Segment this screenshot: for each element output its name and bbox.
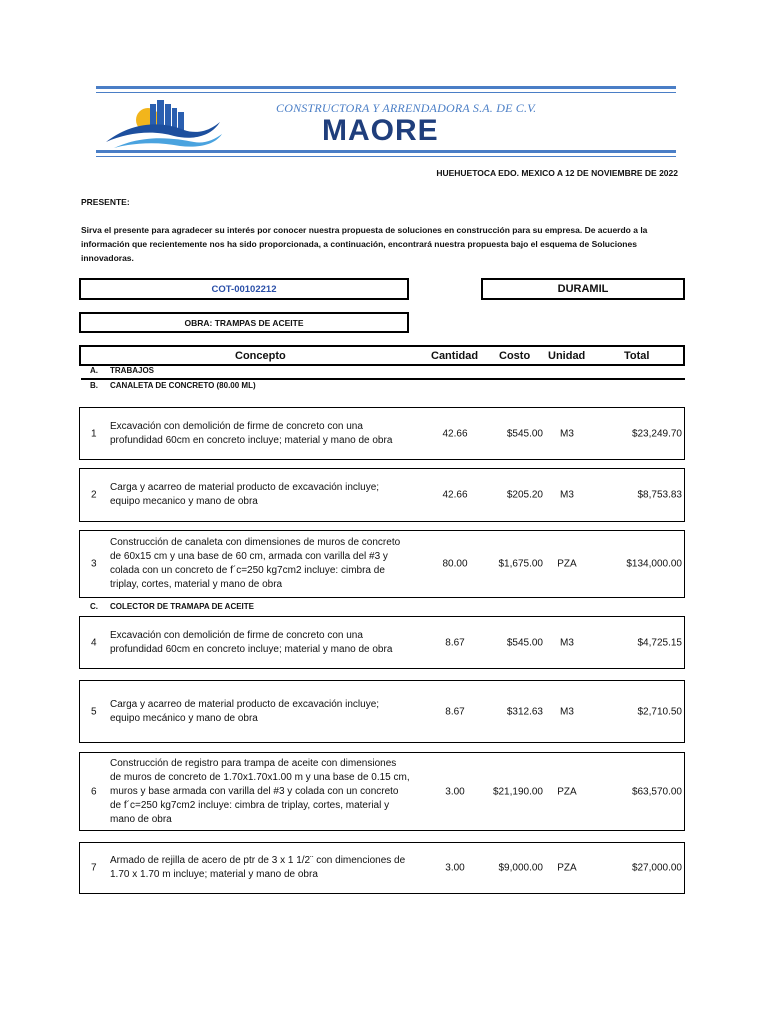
col-unit: Unidad — [548, 350, 586, 362]
row-quantity: 42.66 — [442, 489, 468, 501]
row-total: $23,249.70 — [631, 428, 682, 439]
row-number: 2 — [91, 489, 97, 501]
section-letter: C. — [90, 602, 98, 611]
header-rule-top-thin — [96, 92, 676, 93]
row-total: $134,000.00 — [626, 558, 682, 570]
table-row — [79, 616, 685, 669]
work-box — [79, 312, 409, 333]
row-cost: $1,675.00 — [498, 558, 543, 570]
row-quantity: 8.67 — [445, 637, 465, 648]
row-total: $2,710.50 — [637, 706, 682, 717]
row-cost: $9,000.00 — [498, 862, 543, 874]
row-quantity: 42.66 — [442, 428, 468, 439]
row-unit: M3 — [560, 637, 574, 648]
section-title: COLECTOR DE TRAMAPA DE ACEITE — [110, 602, 255, 611]
row-unit: M3 — [560, 489, 574, 501]
row-unit: M3 — [560, 706, 574, 717]
col-concept: Concepto — [235, 350, 286, 362]
col-cost: Costo — [499, 350, 531, 362]
section-title: TRABAJOS — [110, 366, 155, 375]
row-number: 7 — [91, 862, 97, 874]
row-unit: PZA — [557, 862, 577, 874]
table-row — [79, 407, 685, 460]
col-total: Total — [624, 350, 650, 362]
row-total: $63,570.00 — [631, 786, 682, 797]
row-unit: PZA — [557, 786, 577, 797]
section-letter: A. — [90, 366, 98, 375]
row-cost: $545.00 — [506, 428, 543, 439]
date-line: HUEHUETOCA EDO. MEXICO A 12 DE NOVIEMBRE DE 2022 — [436, 168, 678, 178]
row-quantity: 3.00 — [445, 786, 465, 797]
row-unit: M3 — [560, 428, 574, 439]
row-description: Armado de rejilla de acero de ptr de 3 x 1 1/2¨ con dimenciones de 1.70 x 1.70 m incluye; material y mano de obra — [110, 855, 406, 880]
row-description: Construcción de canaleta con dimensiones de muros de concreto de 60x15 cm y una base de 60 cm, armada con varilla del #3 y colada con un concreto de f´c=250 kg7cm2 incluye: cimbra de triplay, cortes, material y mano de obra — [110, 537, 401, 590]
company-brand: MAORE — [322, 114, 439, 147]
row-number: 1 — [91, 428, 97, 439]
section-title: CANALETA DE CONCRETO (80.00 ML) — [110, 381, 256, 390]
row-quantity: 80.00 — [442, 558, 468, 570]
row-cost: $545.00 — [506, 637, 543, 648]
row-total: $8,753.83 — [637, 489, 682, 501]
header-rule-bottom-thin — [96, 156, 676, 157]
table-row — [79, 752, 685, 831]
section-letter: B. — [90, 381, 98, 390]
company-name: CONSTRUCTORA Y ARRENDADORA S.A. DE C.V. — [276, 101, 537, 115]
table-row — [79, 680, 685, 743]
header-rule-bottom — [96, 150, 676, 153]
header-rule-top — [96, 86, 676, 89]
row-description: Carga y acarreo de material producto de excavación incluye; equipo mecánico y mano de obra — [110, 698, 380, 724]
row-number: 5 — [91, 706, 97, 717]
client-name: DURAMIL — [557, 283, 609, 295]
table-row — [79, 530, 685, 598]
work-title: OBRA: TRAMPAS DE ACEITE — [184, 317, 304, 328]
intro-paragraph: Sirva el presente para agradecer su interés por conocer nuestra propuesta de soluciones en construcción para su empresa. De acuerdo a la información que recientemente nos ha sido proporcionada, a continuación, encontrará nuestra propuesta bajo el esquema de Soluciones innovadoras. — [81, 225, 648, 263]
row-unit: PZA — [557, 558, 577, 570]
quote-id-box — [79, 278, 409, 300]
quote-id: COT-00102212 — [211, 283, 277, 295]
row-cost: $312.63 — [506, 706, 543, 717]
client-box — [481, 278, 685, 300]
table-row — [79, 842, 685, 894]
row-description: Carga y acarreo de material producto de excavación incluye; equipo mecanico y mano de obra — [110, 482, 380, 507]
table-header — [79, 345, 685, 366]
row-quantity: 3.00 — [445, 862, 465, 874]
row-total: $4,725.15 — [637, 637, 682, 648]
section-divider — [81, 378, 685, 380]
row-number: 6 — [91, 786, 97, 797]
greeting: PRESENTE: — [81, 197, 130, 207]
row-description: Excavación con demolición de firme de concreto con una profundidad 60cm en concreto incluye; material y mano de obra — [110, 420, 393, 446]
row-total: $27,000.00 — [631, 862, 682, 874]
row-cost: $205.20 — [506, 489, 543, 501]
row-cost: $21,190.00 — [492, 786, 543, 797]
col-quantity: Cantidad — [431, 350, 479, 362]
company-logo-icon — [104, 98, 226, 150]
row-number: 3 — [91, 558, 97, 570]
row-description: Excavación con demolición de firme de concreto con una profundidad 60cm en concreto incluye; material y mano de obra — [110, 629, 393, 655]
row-quantity: 8.67 — [445, 706, 465, 717]
table-row — [79, 468, 685, 522]
row-number: 4 — [91, 637, 97, 648]
row-description: Construcción de registro para trampa de aceite con dimensiones de muros de concreto de 1.70x1.70x1.00 m y una base de 0.15 cm, muros y base armada con varilla del #3 y colada con un concreto de f´c=250 kg7cm2 incluye: cimbra de triplay, cortes, material y mano de obra — [110, 757, 410, 825]
